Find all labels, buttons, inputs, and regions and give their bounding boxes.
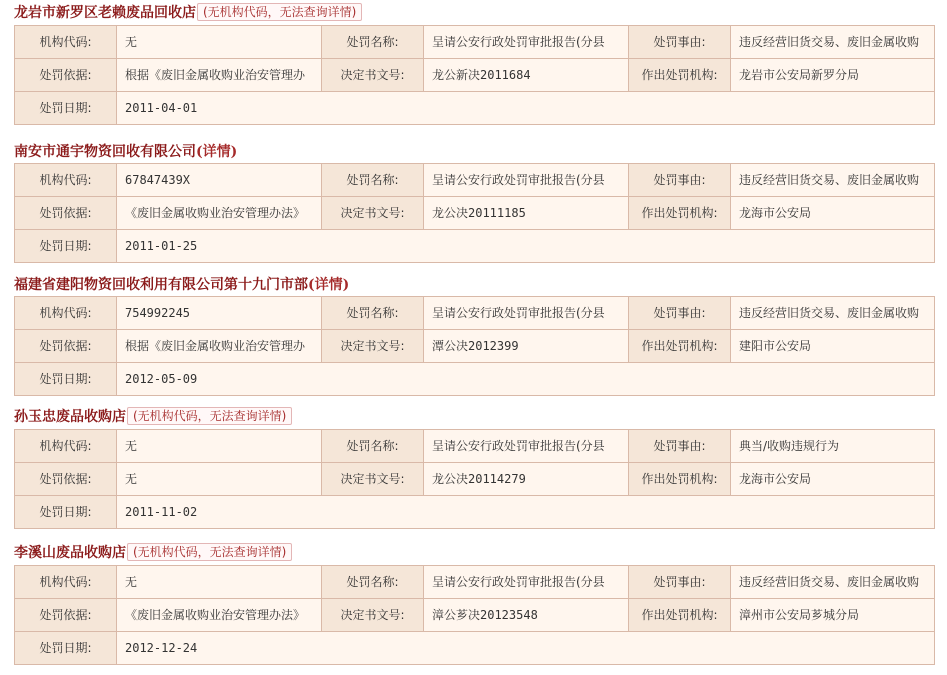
penalty-reason-label: 处罚事由: [629,297,731,330]
authority-value: 龙岩市公安局新罗分局 [731,59,935,92]
penalty-date-label: 处罚日期: [15,632,117,665]
penalty-basis-label: 处罚依据: [15,599,117,632]
details-link[interactable]: (详情) [196,144,238,160]
authority-label: 作出处罚机构: [629,59,731,92]
penalty-basis-value: 《废旧金属收购业治安管理办法》 [117,197,322,230]
penalty-name-label: 处罚名称: [322,297,424,330]
penalty-name-value: 呈请公安行政处罚审批报告(分县 [424,566,629,599]
penalty-basis-label: 处罚依据: [15,59,117,92]
penalty-date-label: 处罚日期: [15,230,117,263]
decision-no-value: 漳公芗决20123548 [424,599,629,632]
record-table [14,565,935,665]
table-row [15,599,935,632]
penalty-reason-value: 违反经营旧货交易、废旧金属收购 [731,26,935,59]
penalty-date-label: 处罚日期: [15,363,117,396]
decision-no-value: 龙公决20111185 [424,197,629,230]
table-row [15,496,935,529]
no-org-code-note: (无机构代码，无法查询详情) [127,407,292,425]
company-name-link[interactable]: 福建省建阳物资回收利用有限公司第十九门市部 [14,277,308,293]
org-code-label: 机构代码: [15,430,117,463]
record-title [14,274,349,294]
record-table [14,429,935,529]
penalty-name-label: 处罚名称: [322,164,424,197]
penalty-date-label: 处罚日期: [15,496,117,529]
table-row [15,363,935,396]
authority-label: 作出处罚机构: [629,197,731,230]
org-code-value: 无 [117,566,322,599]
penalty-reason-label: 处罚事由: [629,566,731,599]
authority-label: 作出处罚机构: [629,463,731,496]
decision-no-label: 决定书文号: [322,197,424,230]
table-row [15,164,935,197]
penalty-date-value: 2011-01-25 [117,230,935,263]
penalty-date-label: 处罚日期: [15,92,117,125]
table-row [15,26,935,59]
penalty-basis-value: 《废旧金属收购业治安管理办法》 [117,599,322,632]
company-name-link[interactable]: 李溪山废品收购店 [14,545,126,561]
org-code-value: 67847439X [117,164,322,197]
penalty-date-value: 2011-11-02 [117,496,935,529]
company-name-link[interactable]: 孙玉忠废品收购店 [14,409,126,425]
org-code-value: 无 [117,430,322,463]
org-code-value: 无 [117,26,322,59]
table-row [15,566,935,599]
company-name-link[interactable]: 龙岩市新罗区老赖废品回收店 [14,5,196,21]
penalty-name-label: 处罚名称: [322,26,424,59]
table-row [15,230,935,263]
record-table [14,163,935,263]
authority-label: 作出处罚机构: [629,599,731,632]
record-title [14,407,292,427]
penalty-name-value: 呈请公安行政处罚审批报告(分县 [424,430,629,463]
penalty-name-value: 呈请公安行政处罚审批报告(分县 [424,164,629,197]
penalty-name-value: 呈请公安行政处罚审批报告(分县 [424,26,629,59]
table-row [15,330,935,363]
authority-value: 漳州市公安局芗城分局 [731,599,935,632]
table-row [15,92,935,125]
decision-no-value: 龙公决20114279 [424,463,629,496]
org-code-label: 机构代码: [15,297,117,330]
penalty-basis-label: 处罚依据: [15,197,117,230]
penalty-date-value: 2012-05-09 [117,363,935,396]
record-title [14,3,362,23]
record-table [14,296,935,396]
penalty-basis-value: 根据《废旧金属收购业治安管理办 [117,59,322,92]
decision-no-label: 决定书文号: [322,330,424,363]
authority-value: 建阳市公安局 [731,330,935,363]
decision-no-value: 龙公新决2011684 [424,59,629,92]
penalty-date-value: 2012-12-24 [117,632,935,665]
table-row [15,297,935,330]
penalty-basis-value: 根据《废旧金属收购业治安管理办 [117,330,322,363]
decision-no-label: 决定书文号: [322,59,424,92]
penalty-basis-label: 处罚依据: [15,463,117,496]
table-row [15,463,935,496]
org-code-label: 机构代码: [15,164,117,197]
org-code-label: 机构代码: [15,26,117,59]
table-row [15,632,935,665]
penalty-reason-value: 违反经营旧货交易、废旧金属收购 [731,164,935,197]
org-code-value: 754992245 [117,297,322,330]
table-row [15,59,935,92]
penalty-reason-value: 典当/收购违规行为 [731,430,935,463]
record-title [14,543,292,563]
penalty-date-value: 2011-04-01 [117,92,935,125]
penalty-name-label: 处罚名称: [322,566,424,599]
org-code-label: 机构代码: [15,566,117,599]
penalty-basis-value: 无 [117,463,322,496]
penalty-reason-label: 处罚事由: [629,164,731,197]
decision-no-value: 潭公决2012399 [424,330,629,363]
no-org-code-note: (无机构代码，无法查询详情) [127,543,292,561]
table-row [15,197,935,230]
penalty-basis-label: 处罚依据: [15,330,117,363]
record-table [14,25,935,125]
details-link[interactable]: (详情) [308,277,350,293]
table-row [15,430,935,463]
no-org-code-note: (无机构代码，无法查询详情) [197,3,362,21]
penalty-name-label: 处罚名称: [322,430,424,463]
penalty-reason-label: 处罚事由: [629,430,731,463]
penalty-name-value: 呈请公安行政处罚审批报告(分县 [424,297,629,330]
record-title [14,141,237,161]
decision-no-label: 决定书文号: [322,463,424,496]
authority-value: 龙海市公安局 [731,197,935,230]
company-name-link[interactable]: 南安市通宇物资回收有限公司 [14,144,196,160]
authority-value: 龙海市公安局 [731,463,935,496]
decision-no-label: 决定书文号: [322,599,424,632]
authority-label: 作出处罚机构: [629,330,731,363]
penalty-reason-value: 违反经营旧货交易、废旧金属收购 [731,297,935,330]
penalty-reason-value: 违反经营旧货交易、废旧金属收购 [731,566,935,599]
penalty-reason-label: 处罚事由: [629,26,731,59]
